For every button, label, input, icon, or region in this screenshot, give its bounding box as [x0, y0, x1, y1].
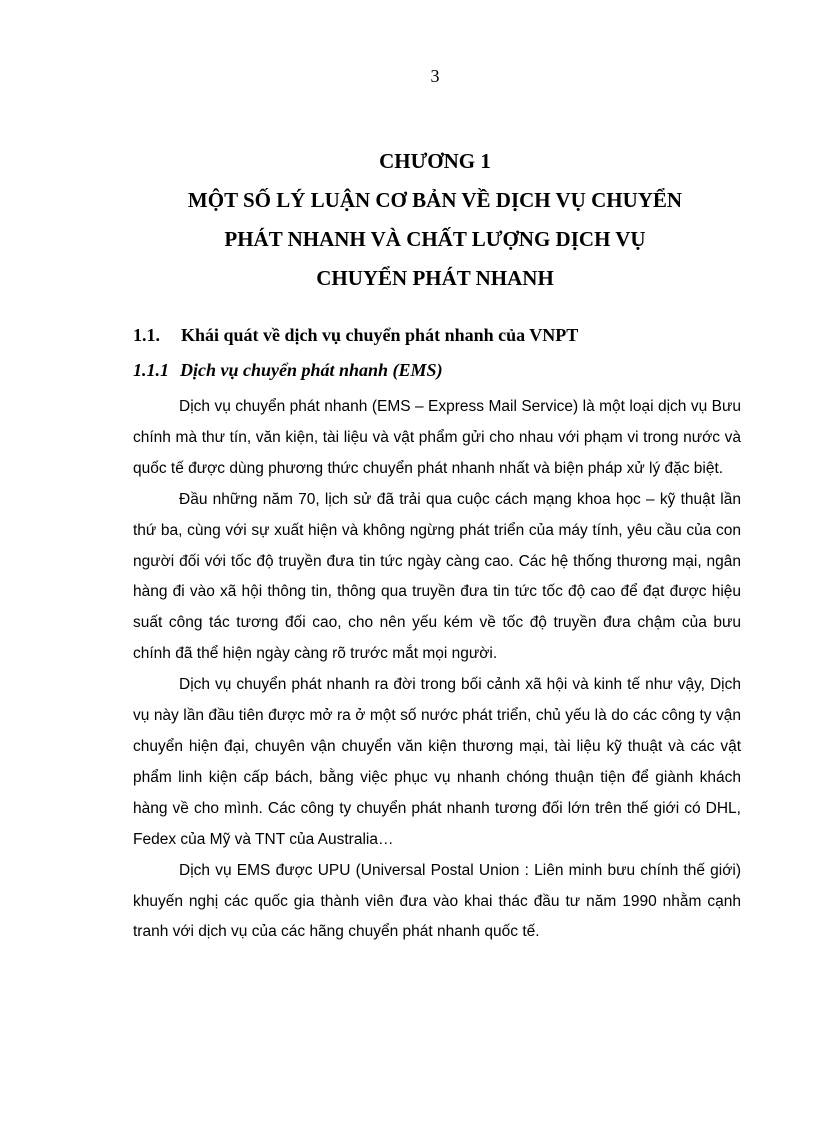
- paragraph: Dịch vụ chuyển phát nhanh (EMS – Express Mail Service) là một loại dịch vụ Bưu chính mà thư tín, văn kiện, tài liệu và vật phẩm gửi cho nhau với phạm vi trong nước và quốc tế được dùng phương thức chuyển phát nhanh nhất và biện pháp xử lý đặc biệt.: [133, 398, 741, 477]
- section-title: Khái quát về dịch vụ chuyển phát nhanh của VNPT: [181, 325, 579, 345]
- subsection-number: 1.1.1: [133, 360, 169, 380]
- body-text: [133, 392, 741, 948]
- chapter-title-line: CHUYỂN PHÁT NHANH: [316, 266, 554, 290]
- paragraph: Dịch vụ chuyển phát nhanh ra đời trong bối cảnh xã hội và kinh tế như vậy, Dịch vụ này lần đầu tiên được mở ra ở một số nước phát triển, chủ yếu là do các công ty vận chuyển hiện đại, chuyên vận chuyển văn kiện thương mại, tài liệu kỹ thuật và các vật phẩm linh kiện cấp bách, bằng việc phục vụ nhanh chóng thuận tiện để giành khách hàng về cho mình. Các công ty chuyển phát nhanh tương đối lớn trên thế giới có DHL, Fedex của Mỹ và TNT của Australia…: [133, 676, 741, 848]
- paragraph: Đầu những năm 70, lịch sử đã trải qua cuộc cách mạng khoa học – kỹ thuật lần thứ ba, cùng với sự xuất hiện và không ngừng phát triển của máy tính, yêu cầu của con người đối với tốc độ truyền đưa tin tức ngày càng cao. Các hệ thống thương mại, ngân hàng đi vào xã hội thông tin, thông qua truyền đưa tin tức tốc độ cao để đạt được hiệu suất công tác tương đối cao, cho nên yếu kém về tốc độ truyền đưa chậm của bưu chính đã thể hiện ngày càng rõ trước mắt mọi người.: [133, 490, 741, 663]
- chapter-heading: [0, 142, 816, 298]
- chapter-title-line: PHÁT NHANH VÀ CHẤT LƯỢNG DỊCH VỤ: [224, 227, 646, 251]
- section-heading: [133, 325, 578, 346]
- chapter-title-line: MỘT SỐ LÝ LUẬN CƠ BẢN VỀ DỊCH VỤ CHUYỂN: [187, 188, 683, 212]
- paragraph: Dịch vụ EMS được UPU (Universal Postal Union : Liên minh bưu chính thế giới) khuyến nghị các quốc gia thành viên đưa vào khai thác đầu tư năm 1990 nhằm cạnh tranh với dịch vụ của các hãng chuyển phát nhanh quốc tế.: [133, 861, 741, 941]
- page-number: 3: [430, 66, 440, 86]
- subsection-title: Dịch vụ chuyển phát nhanh (EMS): [180, 360, 443, 380]
- chapter-label: CHƯƠNG 1: [379, 149, 491, 173]
- section-number: 1.1.: [133, 325, 160, 345]
- subsection-heading: [133, 360, 443, 381]
